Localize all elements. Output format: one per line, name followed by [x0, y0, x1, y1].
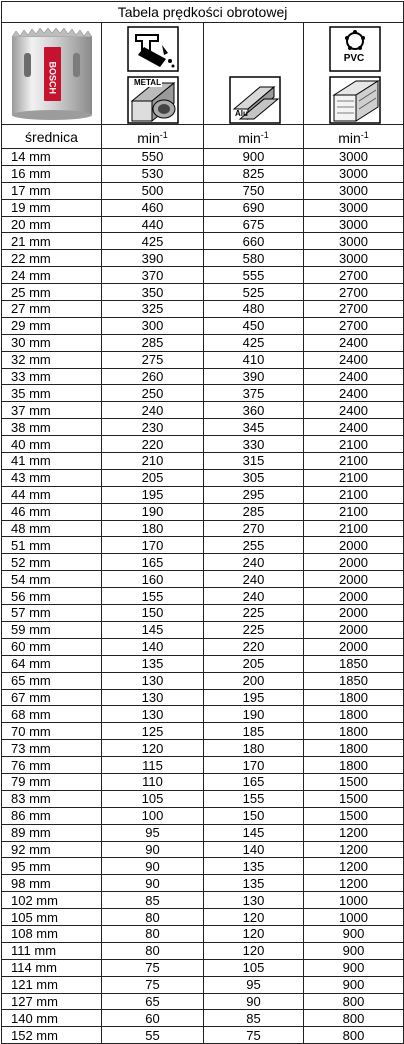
- pvc-rpm-cell: 2000: [304, 605, 404, 622]
- pvc-rpm-cell: 2100: [304, 503, 404, 520]
- table-row: [2, 436, 404, 453]
- metal-rpm-cell: 115: [102, 757, 204, 774]
- metal-rpm-cell: 550: [102, 149, 204, 166]
- metal-rpm-cell: 130: [102, 689, 204, 706]
- metal-rpm-cell: 240: [102, 402, 204, 419]
- diameter-cell: 17 mm: [2, 182, 102, 199]
- pvc-rpm-cell: 2400: [304, 334, 404, 351]
- table-row: [2, 419, 404, 436]
- alu-rpm-cell: 120: [204, 909, 304, 926]
- table-row: [2, 165, 404, 182]
- alu-rpm-cell: 225: [204, 605, 304, 622]
- diameter-cell: 60 mm: [2, 638, 102, 655]
- alu-rpm-cell: 675: [204, 216, 304, 233]
- table-row: [2, 942, 404, 959]
- table-row: [2, 892, 404, 909]
- metal-label: METAL: [134, 78, 161, 87]
- metal-rpm-cell: 110: [102, 773, 204, 790]
- pvc-rpm-cell: 1500: [304, 773, 404, 790]
- diameter-cell: 30 mm: [2, 334, 102, 351]
- diameter-cell: 46 mm: [2, 503, 102, 520]
- diameter-cell: 14 mm: [2, 149, 102, 166]
- table-row: [2, 554, 404, 571]
- alu-rpm-cell: 140: [204, 841, 304, 858]
- alu-rpm-cell: 145: [204, 824, 304, 841]
- metal-rpm-header: $\min^{-1}$: [102, 125, 204, 149]
- diameter-cell: 32 mm: [2, 351, 102, 368]
- diameter-cell: 67 mm: [2, 689, 102, 706]
- pvc-rpm-cell: 1000: [304, 892, 404, 909]
- diameter-cell: 95 mm: [2, 858, 102, 875]
- alu-rpm-cell: 345: [204, 419, 304, 436]
- diameter-cell: 121 mm: [2, 976, 102, 993]
- alu-icon-cell: [204, 23, 304, 125]
- diameter-cell: 20 mm: [2, 216, 102, 233]
- diameter-cell: 38 mm: [2, 419, 102, 436]
- metal-rpm-cell: 285: [102, 334, 204, 351]
- diameter-cell: 48 mm: [2, 520, 102, 537]
- table-row: [2, 790, 404, 807]
- diameter-cell: 108 mm: [2, 925, 102, 942]
- pvc-rpm-cell: 2400: [304, 351, 404, 368]
- diameter-cell: 40 mm: [2, 436, 102, 453]
- alu-label: Alu: [235, 109, 248, 118]
- metal-rpm-cell: 80: [102, 909, 204, 926]
- alu-rpm-cell: 105: [204, 959, 304, 976]
- metal-rpm-cell: 260: [102, 368, 204, 385]
- pvc-rpm-cell: 1800: [304, 757, 404, 774]
- metal-rpm-cell: 130: [102, 672, 204, 689]
- diameter-cell: 86 mm: [2, 807, 102, 824]
- pvc-rpm-cell: 1500: [304, 807, 404, 824]
- diameter-cell: 22 mm: [2, 250, 102, 267]
- metal-rpm-cell: 140: [102, 638, 204, 655]
- diameter-cell: 56 mm: [2, 588, 102, 605]
- brand-label: BOSCH: [47, 61, 58, 95]
- pvc-rpm-cell: 2400: [304, 419, 404, 436]
- table-row: [2, 706, 404, 723]
- pvc-rpm-cell: 2000: [304, 571, 404, 588]
- pvc-rpm-cell: 1200: [304, 858, 404, 875]
- metal-rpm-cell: 460: [102, 199, 204, 216]
- metal-rpm-cell: 65: [102, 993, 204, 1010]
- table-row: [2, 757, 404, 774]
- pvc-rpm-cell: 2100: [304, 520, 404, 537]
- diameter-cell: 102 mm: [2, 892, 102, 909]
- metal-rpm-cell: 210: [102, 453, 204, 470]
- pvc-wood-icon: [304, 23, 404, 124]
- pvc-rpm-cell: 2400: [304, 368, 404, 385]
- pvc-rpm-cell: 2400: [304, 402, 404, 419]
- metal-rpm-cell: 60: [102, 1010, 204, 1027]
- table-row: [2, 199, 404, 216]
- table-row: [2, 925, 404, 942]
- metal-rpm-cell: 85: [102, 892, 204, 909]
- alu-rpm-cell: 690: [204, 199, 304, 216]
- diameter-cell: 59 mm: [2, 621, 102, 638]
- diameter-cell: 73 mm: [2, 740, 102, 757]
- table-row: [2, 385, 404, 402]
- diameter-cell: 152 mm: [2, 1027, 102, 1044]
- metal-icon-cell: [102, 23, 204, 125]
- alu-rpm-cell: 315: [204, 453, 304, 470]
- metal-rpm-cell: 80: [102, 942, 204, 959]
- metal-rpm-cell: 220: [102, 436, 204, 453]
- speed-rows: [2, 149, 404, 1044]
- table-row: [2, 317, 404, 334]
- table-row: [2, 250, 404, 267]
- table-row: [2, 149, 404, 166]
- pvc-rpm-cell: 1200: [304, 841, 404, 858]
- metal-rpm-cell: 230: [102, 419, 204, 436]
- table-row: [2, 571, 404, 588]
- metal-rpm-cell: 150: [102, 605, 204, 622]
- alu-rpm-cell: 135: [204, 858, 304, 875]
- metal-rpm-cell: 425: [102, 233, 204, 250]
- diameter-cell: 98 mm: [2, 875, 102, 892]
- alu-rpm-cell: 825: [204, 165, 304, 182]
- pvc-rpm-cell: 900: [304, 976, 404, 993]
- diameter-cell: 79 mm: [2, 773, 102, 790]
- alu-rpm-cell: 270: [204, 520, 304, 537]
- table-row: [2, 537, 404, 554]
- holesaw-image-cell: [2, 23, 102, 125]
- pvc-rpm-cell: 1850: [304, 655, 404, 672]
- metal-rpm-cell: 80: [102, 925, 204, 942]
- table-row: [2, 233, 404, 250]
- metal-rpm-cell: 165: [102, 554, 204, 571]
- diameter-cell: 27 mm: [2, 301, 102, 318]
- pvc-rpm-cell: 1800: [304, 740, 404, 757]
- metal-rpm-cell: 180: [102, 520, 204, 537]
- diameter-cell: 70 mm: [2, 723, 102, 740]
- alu-rpm-cell: 205: [204, 655, 304, 672]
- pvc-rpm-cell: 1850: [304, 672, 404, 689]
- table-row: [2, 182, 404, 199]
- table-row: [2, 453, 404, 470]
- alu-rpm-cell: 180: [204, 740, 304, 757]
- diameter-cell: 41 mm: [2, 453, 102, 470]
- pvc-rpm-cell: 2700: [304, 267, 404, 284]
- metal-rpm-cell: 195: [102, 486, 204, 503]
- metal-rpm-cell: 250: [102, 385, 204, 402]
- metal-rpm-cell: 125: [102, 723, 204, 740]
- diameter-cell: 92 mm: [2, 841, 102, 858]
- metal-rpm-cell: 530: [102, 165, 204, 182]
- table-row: [2, 1027, 404, 1044]
- metal-rpm-cell: 75: [102, 959, 204, 976]
- diameter-cell: 76 mm: [2, 757, 102, 774]
- alu-rpm-cell: 240: [204, 588, 304, 605]
- metal-rpm-cell: 145: [102, 621, 204, 638]
- metal-rpm-cell: 300: [102, 317, 204, 334]
- alu-rpm-cell: 135: [204, 875, 304, 892]
- table-row: [2, 1010, 404, 1027]
- table-row: [2, 216, 404, 233]
- metal-rpm-cell: 190: [102, 503, 204, 520]
- diameter-cell: 68 mm: [2, 706, 102, 723]
- diameter-cell: 89 mm: [2, 824, 102, 841]
- alu-rpm-cell: 225: [204, 621, 304, 638]
- alu-rpm-cell: 95: [204, 976, 304, 993]
- pvc-rpm-header: $\min^{-1}$: [304, 125, 404, 149]
- diameter-cell: 43 mm: [2, 469, 102, 486]
- table-row: [2, 655, 404, 672]
- alu-rpm-cell: 155: [204, 790, 304, 807]
- alu-rpm-cell: 750: [204, 182, 304, 199]
- alu-rpm-cell: 240: [204, 554, 304, 571]
- diameter-cell: 114 mm: [2, 959, 102, 976]
- pvc-rpm-cell: 3000: [304, 199, 404, 216]
- metal-rpm-cell: 105: [102, 790, 204, 807]
- alu-rpm-cell: 75: [204, 1027, 304, 1044]
- pvc-rpm-cell: 900: [304, 925, 404, 942]
- alu-rpm-cell: 240: [204, 571, 304, 588]
- alu-rpm-cell: 185: [204, 723, 304, 740]
- table-row: [2, 621, 404, 638]
- diameter-cell: 33 mm: [2, 368, 102, 385]
- alu-rpm-cell: 410: [204, 351, 304, 368]
- alu-rpm-cell: 360: [204, 402, 304, 419]
- metal-rpm-cell: 370: [102, 267, 204, 284]
- pvc-rpm-cell: 3000: [304, 216, 404, 233]
- alu-rpm-cell: 120: [204, 942, 304, 959]
- table-row: [2, 959, 404, 976]
- table-row: [2, 351, 404, 368]
- table-row: [2, 807, 404, 824]
- alu-rpm-cell: 525: [204, 284, 304, 301]
- alu-rpm-cell: 190: [204, 706, 304, 723]
- table-row: [2, 909, 404, 926]
- alu-rpm-cell: 120: [204, 925, 304, 942]
- table-title: Tabela prędkości obrotowej: [2, 2, 404, 23]
- pvc-rpm-cell: 1800: [304, 706, 404, 723]
- table-row: [2, 469, 404, 486]
- alu-rpm-cell: 85: [204, 1010, 304, 1027]
- alu-rpm-header: $\min^{-1}$: [204, 125, 304, 149]
- pvc-wood-icon-cell: [304, 23, 404, 125]
- metal-rpm-cell: 95: [102, 824, 204, 841]
- metal-rpm-cell: 170: [102, 537, 204, 554]
- diameter-cell: 127 mm: [2, 993, 102, 1010]
- diameter-cell: 52 mm: [2, 554, 102, 571]
- table-row: [2, 284, 404, 301]
- table-row: [2, 993, 404, 1010]
- pvc-rpm-cell: 1000: [304, 909, 404, 926]
- diameter-cell: 21 mm: [2, 233, 102, 250]
- pvc-rpm-cell: 800: [304, 1027, 404, 1044]
- pvc-rpm-cell: 1500: [304, 790, 404, 807]
- pvc-rpm-cell: 3000: [304, 182, 404, 199]
- alu-rpm-cell: 195: [204, 689, 304, 706]
- metal-rpm-cell: 500: [102, 182, 204, 199]
- diameter-cell: 57 mm: [2, 605, 102, 622]
- pvc-rpm-cell: 2700: [304, 301, 404, 318]
- metal-rpm-cell: 160: [102, 571, 204, 588]
- alu-rpm-cell: 390: [204, 368, 304, 385]
- diameter-cell: 44 mm: [2, 486, 102, 503]
- table-row: [2, 520, 404, 537]
- pvc-rpm-cell: 2000: [304, 588, 404, 605]
- diameter-header: średnica: [2, 125, 102, 149]
- table-row: [2, 503, 404, 520]
- pvc-rpm-cell: 1200: [304, 824, 404, 841]
- metal-rpm-cell: 275: [102, 351, 204, 368]
- pvc-rpm-cell: 2100: [304, 453, 404, 470]
- alu-rpm-cell: 220: [204, 638, 304, 655]
- table-row: [2, 875, 404, 892]
- table-row: [2, 723, 404, 740]
- pvc-rpm-cell: 2100: [304, 436, 404, 453]
- pvc-rpm-cell: 2100: [304, 486, 404, 503]
- pvc-rpm-cell: 2400: [304, 385, 404, 402]
- metal-rpm-cell: 155: [102, 588, 204, 605]
- alu-rpm-cell: 480: [204, 301, 304, 318]
- table-row: [2, 672, 404, 689]
- table-row: [2, 773, 404, 790]
- table-row: [2, 588, 404, 605]
- metal-rpm-cell: 130: [102, 706, 204, 723]
- pvc-rpm-cell: 2000: [304, 537, 404, 554]
- table-row: [2, 605, 404, 622]
- metal-rpm-cell: 100: [102, 807, 204, 824]
- diameter-cell: 105 mm: [2, 909, 102, 926]
- metal-rpm-cell: 350: [102, 284, 204, 301]
- pvc-rpm-cell: 900: [304, 959, 404, 976]
- speed-table-container: [1, 1, 403, 1043]
- pvc-rpm-cell: 1800: [304, 723, 404, 740]
- table-row: [2, 824, 404, 841]
- alu-rpm-cell: 330: [204, 436, 304, 453]
- metal-rpm-cell: 325: [102, 301, 204, 318]
- alu-rpm-cell: 425: [204, 334, 304, 351]
- table-row: [2, 740, 404, 757]
- alu-rpm-cell: 285: [204, 503, 304, 520]
- diameter-cell: 54 mm: [2, 571, 102, 588]
- pvc-label: PVC: [343, 53, 365, 64]
- diameter-cell: 83 mm: [2, 790, 102, 807]
- metal-material-icon: [102, 23, 204, 124]
- table-row: [2, 301, 404, 318]
- alu-rpm-cell: 255: [204, 537, 304, 554]
- pvc-rpm-cell: 2100: [304, 469, 404, 486]
- alu-rpm-cell: 130: [204, 892, 304, 909]
- table-row: [2, 976, 404, 993]
- diameter-cell: 35 mm: [2, 385, 102, 402]
- table-row: [2, 841, 404, 858]
- diameter-cell: 51 mm: [2, 537, 102, 554]
- alu-rpm-cell: 555: [204, 267, 304, 284]
- diameter-cell: 111 mm: [2, 942, 102, 959]
- alu-rpm-cell: 450: [204, 317, 304, 334]
- pvc-rpm-cell: 800: [304, 993, 404, 1010]
- metal-rpm-cell: 90: [102, 875, 204, 892]
- metal-rpm-cell: 90: [102, 841, 204, 858]
- metal-rpm-cell: 55: [102, 1027, 204, 1044]
- table-row: [2, 368, 404, 385]
- metal-rpm-cell: 440: [102, 216, 204, 233]
- alu-rpm-cell: 660: [204, 233, 304, 250]
- metal-rpm-cell: 120: [102, 740, 204, 757]
- alu-material-icon: [204, 23, 304, 124]
- pvc-rpm-cell: 2000: [304, 554, 404, 571]
- diameter-cell: 25 mm: [2, 284, 102, 301]
- diameter-cell: 24 mm: [2, 267, 102, 284]
- diameter-cell: 37 mm: [2, 402, 102, 419]
- metal-rpm-cell: 90: [102, 858, 204, 875]
- table-row: [2, 267, 404, 284]
- speed-table: [1, 1, 404, 1044]
- table-row: [2, 858, 404, 875]
- pvc-rpm-cell: 900: [304, 942, 404, 959]
- alu-rpm-cell: 90: [204, 993, 304, 1010]
- diameter-cell: 16 mm: [2, 165, 102, 182]
- alu-rpm-cell: 295: [204, 486, 304, 503]
- pvc-rpm-cell: 3000: [304, 233, 404, 250]
- alu-rpm-cell: 150: [204, 807, 304, 824]
- table-row: [2, 334, 404, 351]
- pvc-rpm-cell: 1200: [304, 875, 404, 892]
- alu-rpm-cell: 200: [204, 672, 304, 689]
- metal-rpm-cell: 75: [102, 976, 204, 993]
- diameter-cell: 140 mm: [2, 1010, 102, 1027]
- pvc-rpm-cell: 3000: [304, 149, 404, 166]
- pvc-rpm-cell: 2000: [304, 621, 404, 638]
- alu-rpm-cell: 170: [204, 757, 304, 774]
- diameter-cell: 64 mm: [2, 655, 102, 672]
- metal-rpm-cell: 205: [102, 469, 204, 486]
- diameter-cell: 65 mm: [2, 672, 102, 689]
- pvc-rpm-cell: 2000: [304, 638, 404, 655]
- table-row: [2, 486, 404, 503]
- diameter-cell: 19 mm: [2, 199, 102, 216]
- table-row: [2, 402, 404, 419]
- metal-rpm-cell: 135: [102, 655, 204, 672]
- pvc-rpm-cell: 2700: [304, 317, 404, 334]
- alu-rpm-cell: 375: [204, 385, 304, 402]
- alu-rpm-cell: 580: [204, 250, 304, 267]
- pvc-rpm-cell: 3000: [304, 165, 404, 182]
- metal-rpm-cell: 390: [102, 250, 204, 267]
- pvc-rpm-cell: 2700: [304, 284, 404, 301]
- pvc-rpm-cell: 800: [304, 1010, 404, 1027]
- pvc-rpm-cell: 1800: [304, 689, 404, 706]
- alu-rpm-cell: 900: [204, 149, 304, 166]
- table-row: [2, 689, 404, 706]
- pvc-rpm-cell: 3000: [304, 250, 404, 267]
- diameter-cell: 29 mm: [2, 317, 102, 334]
- alu-rpm-cell: 165: [204, 773, 304, 790]
- alu-rpm-cell: 305: [204, 469, 304, 486]
- table-row: [2, 638, 404, 655]
